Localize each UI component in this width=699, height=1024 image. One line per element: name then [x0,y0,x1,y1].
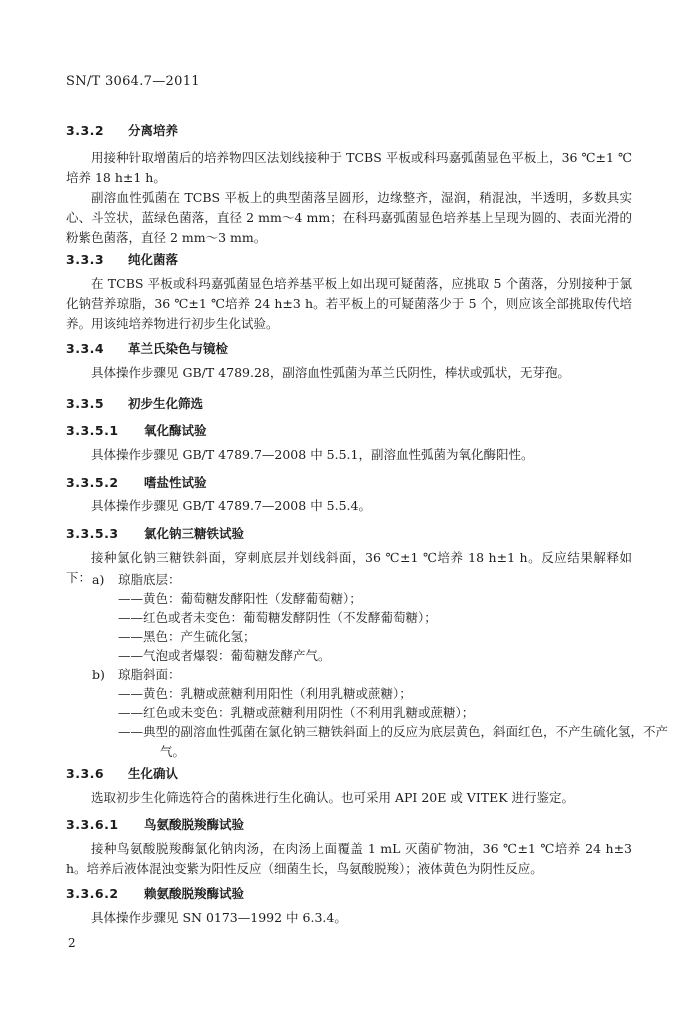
list-item: ——红色或者未变色：葡萄糖发酵阴性（不发酵葡萄糖）； [118,610,437,625]
heading-3-3-5-3 [66,524,244,542]
list-item: ——红色或未变色：乳糖或蔗糖利用阴性（不利用乳糖或蔗糖）； [118,705,475,720]
list-label-a: a) [92,572,105,587]
heading-title: 革兰氏染色与镜检 [128,341,229,356]
heading-title: 分离培养 [128,123,179,138]
heading-number: 3.3.5.2 [66,475,119,490]
heading-3-3-6-1 [66,815,244,833]
paragraph-3-3-2-b: 副溶血性弧菌在 TCBS 平板上的典型菌落呈圆形，边缘整齐，湿润，稍混浊，半透明，多数具实心、斗笠状，蓝绿色菌落，直径 2 mm～4 mm；在科玛嘉弧菌显色培养基上呈现为圆的、表面光滑的粉紫色菌落，直径 2 mm～3 mm。 [66,190,632,245]
heading-title: 鸟氨酸脱羧酶试验 [144,817,245,832]
heading-number: 3.3.6.1 [66,817,119,832]
heading-3-3-6 [66,764,178,782]
heading-title: 纯化菌落 [128,252,179,267]
heading-3-3-2 [66,121,178,139]
heading-3-3-5 [66,394,203,412]
heading-title: 氯化钠三糖铁试验 [144,526,245,541]
paragraph-3-3-5-2: 具体操作步骤见 GB/T 4789.7—2008 中 5.5.4。 [91,498,371,513]
heading-3-3-5-2 [66,473,207,491]
heading-number: 3.3.5.1 [66,423,119,438]
heading-title: 嗜盐性试验 [144,475,207,490]
heading-3-3-3 [66,250,178,268]
heading-number: 3.3.3 [66,252,105,267]
heading-number: 3.3.6 [66,766,105,781]
paragraph-3-3-5-3: 接种氯化钠三糖铁斜面，穿刺底层并划线斜面，36 ℃±1 ℃培养 18 h±1 h。反应结果解释如下： [66,550,632,585]
heading-title: 氧化酶试验 [144,423,207,438]
heading-number: 3.3.5 [66,396,105,411]
heading-number: 3.3.5.3 [66,526,119,541]
paragraph-3-3-6-2: 具体操作步骤见 SN 0173—1992 中 6.3.4。 [91,910,347,925]
paragraph-3-3-3: 在 TCBS 平板或科玛嘉弧菌显色培养基平板上如出现可疑菌落，应挑取 5 个菌落，分别接种于氯化钠营养琼脂，36 ℃±1 ℃培养 24 h±3 h。若平板上的可疑菌落少于 5 个，则应该全部挑取传代培养。用该纯培养物进行初步生化试验。 [66,276,632,331]
list-title-b: 琼脂斜面： [118,667,181,682]
heading-number: 3.3.4 [66,341,105,356]
list-item: ——黄色：葡萄糖发酵阳性（发酵葡萄糖）； [118,591,362,606]
document-number: SN/T 3064.7—2011 [66,74,200,89]
list-item: ——典型的副溶血性弧菌在氯化钠三糖铁斜面上的反应为底层黄色，斜面红色，不产生硫化氢，不产气。 [118,724,669,759]
paragraph-3-3-4: 具体操作步骤见 GB/T 4789.28，副溶血性弧菌为革兰氏阴性，棒状或弧状，无芽孢。 [91,365,570,380]
paragraph-3-3-5-1: 具体操作步骤见 GB/T 4789.7—2008 中 5.5.1，副溶血性弧菌为氧化酶阳性。 [91,447,534,462]
list-title-a: 琼脂底层： [118,572,181,587]
list-item: ——气泡或者爆裂：葡萄糖发酵产气。 [118,648,331,663]
paragraph-3-3-2-a: 用接种针取增菌后的培养物四区法划线接种于 TCBS 平板或科玛嘉弧菌显色平板上，36 ℃±1 ℃培养 18 h±1 h。 [66,150,632,185]
paragraph-3-3-6: 选取初步生化筛选符合的菌株进行生化确认。也可采用 API 20E 或 VITEK 进行鉴定。 [91,790,575,805]
heading-3-3-5-1 [66,421,207,439]
heading-3-3-4 [66,339,228,357]
heading-title: 初步生化筛选 [128,396,204,411]
heading-number: 3.3.6.2 [66,886,119,901]
heading-title: 生化确认 [128,766,179,781]
list-item: ——黄色：乳糖或蔗糖利用阳性（利用乳糖或蔗糖）； [118,686,412,701]
page-number: 2 [68,936,76,950]
heading-number: 3.3.2 [66,123,105,138]
heading-title: 赖氨酸脱羧酶试验 [144,886,245,901]
list-label-b: b) [92,667,105,682]
list-item: ——黑色：产生硫化氢； [118,629,256,644]
paragraph-3-3-6-1: 接种鸟氨酸脱羧酶氯化钠肉汤，在肉汤上面覆盖 1 mL 灭菌矿物油，36 ℃±1 ℃培养 24 h±3 h。培养后液体混浊变紫为阳性反应（细菌生长，鸟氨酸脱羧）；液体黄色为阴性反应。 [66,841,632,876]
heading-3-3-6-2 [66,884,244,902]
